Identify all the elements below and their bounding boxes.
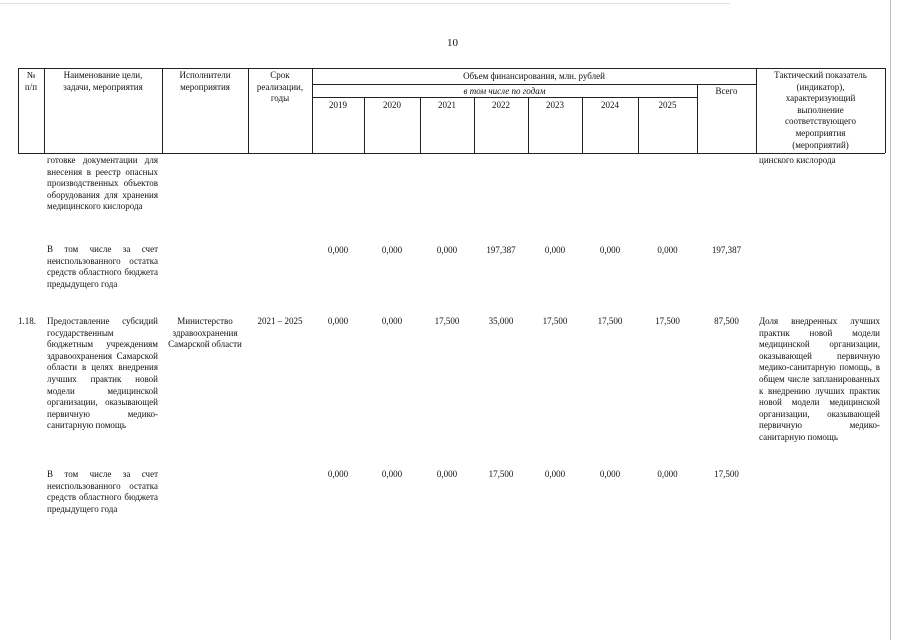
row-name: Предоставление субсидий государственным бюджетным учреждениям здравоохранения Самарской области в целях внедрения лучших практик новой модели медицинской организации, оказывающей первичную медико-санитарную помощь — [47, 316, 158, 431]
row-value: 17,500 — [542, 316, 568, 326]
row-executor: Министерство здравоохранения Самарской области — [168, 316, 242, 350]
row-value: 0,000 — [544, 245, 566, 255]
row-indicator: цинского кислорода — [759, 155, 836, 165]
row-value: 17,500 — [597, 316, 623, 326]
row-value: 0,000 — [381, 469, 403, 479]
row-value: 17,500 — [488, 469, 514, 479]
header-term: Срок реализации, годы — [256, 70, 304, 104]
row-value: 17,500 — [434, 316, 460, 326]
row-name: В том числе за счет неиспользованного остатка средств областного бюджета предыдущего года — [47, 469, 158, 514]
header-financing: Объем финансирования, млн. рублей — [463, 71, 605, 81]
scan-top-line — [0, 3, 730, 4]
row-value: 0,000 — [327, 316, 349, 326]
row-value: 0,000 — [436, 469, 458, 479]
header-total: Всего — [715, 86, 738, 96]
page-number: 10 — [447, 37, 458, 49]
row-value: 0,000 — [657, 245, 678, 255]
row-value: 0,000 — [381, 245, 403, 255]
row-total: 87,500 — [714, 316, 739, 326]
header-year: 2025 — [658, 100, 677, 110]
row-indicator: Доля внедренных лучших практик новой модели медицинской организации, оказывающей первичную медико-санитарную помощь, в общем числе запланированных к внедрению лучших практик новой модели медицинской организации, оказывающей первичную медико-санитарную помощь — [759, 316, 880, 442]
header-executor: Исполнители мероприятия — [179, 70, 231, 92]
header-year: 2024 — [601, 100, 619, 110]
header-year: 2023 — [546, 100, 564, 110]
header-year: 2022 — [492, 100, 510, 110]
header-year: 2021 — [438, 100, 456, 110]
header-by-years: в том числе по годам — [463, 86, 546, 96]
row-name: готовке документации для внесения в реестр опасных производственных объектов оборудования для хранения медицинского кислорода — [47, 155, 158, 212]
row-value: 0,000 — [544, 469, 566, 479]
row-value: 0,000 — [599, 245, 621, 255]
row-value: 0,000 — [657, 469, 678, 479]
row-value: 0,000 — [436, 245, 458, 255]
row-value: 0,000 — [599, 469, 621, 479]
row-value: 35,000 — [488, 316, 514, 326]
row-total: 17,500 — [714, 469, 739, 479]
header-year: 2019 — [329, 100, 347, 110]
header-num: № п/п — [24, 70, 38, 92]
header-name: Наименование цели, задачи, мероприятия — [63, 70, 143, 92]
row-name: В том числе за счет неиспользованного остатка средств областного бюджета предыдущего года — [47, 244, 158, 289]
header-indicator: Тактический показатель (индикатор), характеризующий выполнение соответствующего мероприятия (мероприятий) — [774, 70, 867, 150]
row-total: 197,387 — [711, 245, 742, 255]
row-value: 17,500 — [655, 316, 680, 326]
row-value: 0,000 — [381, 316, 403, 326]
header-year: 2020 — [383, 100, 401, 110]
scan-edge-line — [890, 0, 891, 640]
row-num: 1.18. — [18, 316, 36, 326]
row-value: 0,000 — [327, 245, 349, 255]
row-value: 0,000 — [327, 469, 349, 479]
row-term: 2021 – 2025 — [257, 316, 303, 326]
row-value: 197,387 — [486, 245, 516, 255]
